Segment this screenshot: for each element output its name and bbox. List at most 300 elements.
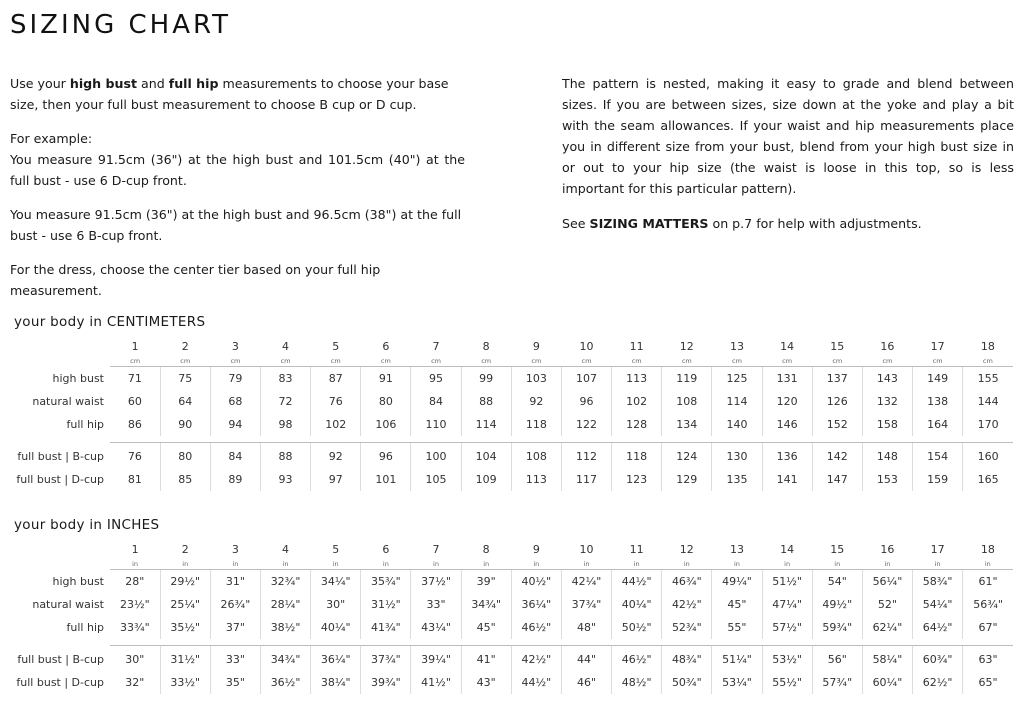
measurement-cell: 83	[260, 367, 310, 391]
size-number: 9	[532, 340, 540, 353]
measurement-cell: 81	[127, 473, 142, 486]
unit-label: cm	[561, 355, 611, 367]
measurement-cell: 164	[913, 413, 963, 436]
size-number: 16	[880, 340, 895, 353]
measurement-cell: 39¼"	[411, 646, 461, 672]
measurement-cell: 33¾"	[119, 621, 150, 634]
measurement-cell: 44½"	[511, 671, 561, 694]
measurement-cell: 109	[461, 468, 511, 491]
measurement-cell: 112	[561, 443, 611, 469]
measurement-cell: 43¼"	[411, 616, 461, 639]
measurement-cell: 33"	[411, 593, 461, 616]
measurement-cell: 101	[361, 468, 411, 491]
unit-label: cm	[963, 355, 1013, 367]
measurement-cell: 85	[160, 468, 210, 491]
page-title: SIZING CHART	[10, 10, 232, 40]
measurement-cell: 114	[712, 390, 762, 413]
measurement-cell: 102	[612, 390, 662, 413]
measurement-cell: 32¾"	[260, 570, 310, 594]
unit-label: in	[812, 558, 862, 570]
size-number: 8	[482, 340, 490, 353]
size-number: 16	[880, 543, 895, 556]
measurement-cell: 136	[762, 443, 812, 469]
unit-label: in	[461, 558, 511, 570]
unit-label: cm	[812, 355, 862, 367]
measurement-cell: 56¼"	[862, 570, 912, 594]
unit-label: cm	[461, 355, 511, 367]
row-label: high bust	[52, 371, 104, 385]
measurement-cell: 36½"	[260, 671, 310, 694]
size-number: 7	[432, 543, 440, 556]
measurement-cell: 57½"	[762, 616, 812, 639]
measurement-cell: 108	[511, 443, 561, 469]
measurement-cell: 34¾"	[461, 593, 511, 616]
instructions-right-column	[562, 73, 1014, 247]
measurement-cell: 37½"	[411, 570, 461, 594]
measurement-cell: 94	[210, 413, 260, 436]
measurement-cell: 126	[812, 390, 862, 413]
table-row	[10, 443, 1013, 469]
measurement-cell: 110	[411, 413, 461, 436]
measurement-cell: 92	[311, 443, 361, 469]
unit-row	[10, 558, 1013, 570]
measurement-cell: 38¼"	[311, 671, 361, 694]
unit-label: in	[862, 558, 912, 570]
measurement-cell: 90	[160, 413, 210, 436]
unit-label: in	[260, 558, 310, 570]
size-number: 5	[332, 340, 340, 353]
measurement-cell: 107	[561, 367, 611, 391]
unit-label: cm	[712, 355, 762, 367]
measurement-cell: 42¼"	[561, 570, 611, 594]
measurement-cell: 30"	[311, 593, 361, 616]
centimeters-table	[10, 338, 1013, 491]
measurement-cell: 30"	[125, 653, 145, 666]
measurement-cell: 36¼"	[511, 593, 561, 616]
measurement-cell: 132	[862, 390, 912, 413]
measurement-cell: 23½"	[119, 598, 150, 611]
size-number: 12	[679, 340, 694, 353]
measurement-cell: 118	[612, 443, 662, 469]
row-label: full bust | B-cup	[17, 449, 104, 463]
row-label-empty	[10, 558, 110, 570]
measurement-cell: 45"	[461, 616, 511, 639]
measurement-cell: 92	[511, 390, 561, 413]
measurement-cell: 144	[963, 390, 1013, 413]
measurement-cell: 58¾"	[913, 570, 963, 594]
nested-pattern-paragraph: The pattern is nested, making it easy to grade and blend between sizes. If you are between sizes, size down at the yoke and play a bit with the seam allowances. If your waist and hip measurements place you in different size from your bust, blend from your high bust size in or out to your hip size (the waist is loose in this top, so is less important for this particular pattern).	[562, 76, 1014, 196]
measurement-cell: 114	[461, 413, 511, 436]
measurement-cell: 120	[762, 390, 812, 413]
measurement-cell: 35¾"	[361, 570, 411, 594]
measurement-cell: 160	[963, 443, 1013, 469]
measurement-cell: 88	[260, 443, 310, 469]
size-number: 14	[780, 543, 795, 556]
measurement-cell: 36¼"	[311, 646, 361, 672]
measurement-cell: 47¼"	[762, 593, 812, 616]
measurement-cell: 56¾"	[963, 593, 1013, 616]
measurement-cell: 64½"	[913, 616, 963, 639]
measurement-cell: 26¾"	[210, 593, 260, 616]
measurement-cell: 79	[210, 367, 260, 391]
unit-row	[10, 355, 1013, 367]
measurement-cell: 96	[361, 443, 411, 469]
size-number: 2	[181, 543, 189, 556]
measurement-cell: 124	[662, 443, 712, 469]
measurement-cell: 46½"	[511, 616, 561, 639]
measurement-cell: 49½"	[812, 593, 862, 616]
measurement-cell: 100	[411, 443, 461, 469]
size-number: 2	[181, 340, 189, 353]
measurement-cell: 28¼"	[260, 593, 310, 616]
measurement-cell: 34¼"	[311, 570, 361, 594]
measurement-cell: 170	[963, 413, 1013, 436]
measurement-cell: 88	[461, 390, 511, 413]
measurement-cell: 52¾"	[662, 616, 712, 639]
measurement-cell: 80	[361, 390, 411, 413]
measurement-cell: 75	[160, 367, 210, 391]
measurement-cell: 95	[411, 367, 461, 391]
measurement-cell: 50½"	[612, 616, 662, 639]
size-number: 11	[629, 340, 644, 353]
measurement-cell: 106	[361, 413, 411, 436]
measurement-cell: 68	[210, 390, 260, 413]
unit-label: in	[210, 558, 260, 570]
measurement-cell: 108	[662, 390, 712, 413]
size-number: 10	[579, 340, 594, 353]
unit-label: in	[561, 558, 611, 570]
cm-table-title: your body in CENTIMETERS	[14, 314, 206, 330]
measurement-cell: 28"	[125, 575, 145, 588]
size-number: 8	[482, 543, 490, 556]
measurement-cell: 143	[862, 367, 912, 391]
measurement-cell: 146	[762, 413, 812, 436]
measurement-cell: 154	[913, 443, 963, 469]
measurement-cell: 37¾"	[361, 646, 411, 672]
text-span: on p.7 for help with adjustments.	[708, 216, 922, 231]
measurement-cell: 31½"	[361, 593, 411, 616]
unit-label: in	[361, 558, 411, 570]
measurement-cell: 31½"	[160, 646, 210, 672]
unit-label: in	[712, 558, 762, 570]
measurement-cell: 53¼"	[712, 671, 762, 694]
measurement-cell: 54¼"	[913, 593, 963, 616]
measurement-cell: 40½"	[511, 570, 561, 594]
measurement-cell: 41"	[461, 646, 511, 672]
unit-label: in	[963, 558, 1013, 570]
measurement-cell: 149	[913, 367, 963, 391]
row-label: full hip	[66, 418, 104, 431]
unit-label: cm	[160, 355, 210, 367]
measurement-cell: 122	[561, 413, 611, 436]
measurement-cell: 51¼"	[712, 646, 762, 672]
size-number: 14	[780, 340, 795, 353]
row-label-empty	[10, 338, 110, 355]
row-label: full bust | B-cup	[17, 652, 104, 666]
size-number: 6	[382, 340, 390, 353]
measurement-cell: 105	[411, 468, 461, 491]
measurement-cell: 129	[662, 468, 712, 491]
measurement-cell: 46¾"	[662, 570, 712, 594]
table-row	[10, 593, 1013, 616]
measurement-cell: 37"	[210, 616, 260, 639]
table-row	[10, 646, 1013, 672]
measurement-cell: 44"	[561, 646, 611, 672]
text-span: measurements to choose your base size, then your full bust measurement to choose B cup or D cup.	[10, 76, 449, 112]
measurement-cell: 32"	[125, 676, 145, 689]
measurement-cell: 87	[311, 367, 361, 391]
text-span: See	[562, 216, 590, 231]
measurement-cell: 40¼"	[612, 593, 662, 616]
measurement-cell: 119	[662, 367, 712, 391]
measurement-cell: 148	[862, 443, 912, 469]
size-number: 3	[231, 543, 239, 556]
unit-label: in	[411, 558, 461, 570]
size-number: 13	[729, 543, 744, 556]
unit-label: cm	[210, 355, 260, 367]
measurement-cell: 76	[127, 450, 142, 463]
measurement-cell: 44½"	[612, 570, 662, 594]
measurement-cell: 125	[712, 367, 762, 391]
measurement-cell: 102	[311, 413, 361, 436]
measurement-cell: 64	[160, 390, 210, 413]
unit-label: cm	[411, 355, 461, 367]
unit-label: cm	[260, 355, 310, 367]
measurement-cell: 62½"	[913, 671, 963, 694]
unit-label: in	[160, 558, 210, 570]
measurement-cell: 113	[511, 468, 561, 491]
emphasis-full-hip: full hip	[168, 76, 219, 91]
row-label-empty	[10, 541, 110, 558]
table-row	[10, 413, 1013, 436]
measurement-cell: 39¾"	[361, 671, 411, 694]
unit-label: in	[511, 558, 561, 570]
size-number: 1	[131, 340, 139, 353]
size-number: 1	[131, 543, 139, 556]
row-label: natural waist	[32, 395, 104, 408]
size-number: 18	[980, 543, 995, 556]
measurement-cell: 97	[311, 468, 361, 491]
measurement-cell: 118	[511, 413, 561, 436]
size-number: 6	[382, 543, 390, 556]
measurement-cell: 25¼"	[160, 593, 210, 616]
measurement-cell: 60¼"	[862, 671, 912, 694]
row-label: full bust | D-cup	[16, 473, 104, 486]
size-number: 5	[332, 543, 340, 556]
example-paragraph-2: You measure 91.5cm (36") at the high bust and 96.5cm (38") at the full bust - use 6 B-cup front.	[10, 207, 462, 243]
measurement-cell: 76	[311, 390, 361, 413]
measurement-cell: 60	[127, 395, 142, 408]
measurement-cell: 63"	[963, 646, 1013, 672]
table-row	[10, 390, 1013, 413]
measurement-cell: 89	[210, 468, 260, 491]
inches-table	[10, 541, 1013, 694]
measurement-cell: 84	[411, 390, 461, 413]
size-number: 4	[282, 543, 290, 556]
inches-table-title: your body in INCHES	[14, 517, 160, 533]
measurement-cell: 48¾"	[662, 646, 712, 672]
measurement-cell: 104	[461, 443, 511, 469]
emphasis-sizing-matters: SIZING MATTERS	[589, 216, 709, 231]
example-paragraph	[10, 128, 465, 191]
size-number: 18	[980, 340, 995, 353]
measurement-cell: 42½"	[511, 646, 561, 672]
measurement-cell: 128	[612, 413, 662, 436]
unit-label: cm	[612, 355, 662, 367]
measurement-cell: 31"	[210, 570, 260, 594]
measurement-cell: 61"	[963, 570, 1013, 594]
measurement-cell: 41¾"	[361, 616, 411, 639]
measurement-cell: 71	[127, 372, 142, 385]
dress-note: For the dress, choose the center tier based on your full hip measurement.	[10, 262, 381, 298]
measurement-cell: 51½"	[762, 570, 812, 594]
size-number-row	[10, 541, 1013, 558]
measurement-cell: 159	[913, 468, 963, 491]
measurement-cell: 60¾"	[913, 646, 963, 672]
measurement-cell: 58¼"	[862, 646, 912, 672]
measurement-cell: 142	[812, 443, 862, 469]
measurement-cell: 29½"	[160, 570, 210, 594]
measurement-cell: 67"	[963, 616, 1013, 639]
row-label: full hip	[66, 621, 104, 634]
measurement-cell: 117	[561, 468, 611, 491]
size-number: 15	[830, 543, 845, 556]
unit-label: cm	[762, 355, 812, 367]
text-span: Use your	[10, 76, 70, 91]
measurement-cell: 37¾"	[561, 593, 611, 616]
size-number: 13	[729, 340, 744, 353]
unit-label: cm	[361, 355, 411, 367]
measurement-cell: 55"	[712, 616, 762, 639]
example-heading: For example:	[10, 131, 93, 146]
measurement-cell: 134	[662, 413, 712, 436]
size-number: 7	[432, 340, 440, 353]
measurement-cell: 54"	[812, 570, 862, 594]
measurement-cell: 86	[127, 418, 142, 431]
measurement-cell: 137	[812, 367, 862, 391]
measurement-cell: 147	[812, 468, 862, 491]
size-number-row	[10, 338, 1013, 355]
measurement-cell: 33"	[210, 646, 260, 672]
measurement-cell: 34¾"	[260, 646, 310, 672]
measurement-cell: 84	[210, 443, 260, 469]
size-number: 4	[282, 340, 290, 353]
measurement-cell: 49¼"	[712, 570, 762, 594]
measurement-cell: 155	[963, 367, 1013, 391]
measurement-cell: 50¾"	[662, 671, 712, 694]
measurement-cell: 158	[862, 413, 912, 436]
emphasis-high-bust: high bust	[69, 76, 138, 91]
unit-label: cm	[110, 355, 160, 367]
measurement-cell: 56"	[812, 646, 862, 672]
measurement-cell: 135	[712, 468, 762, 491]
measurement-cell: 123	[612, 468, 662, 491]
measurement-cell: 48½"	[612, 671, 662, 694]
size-number: 11	[629, 543, 644, 556]
row-label: full bust | D-cup	[16, 676, 104, 689]
measurement-cell: 35½"	[160, 616, 210, 639]
unit-label: cm	[662, 355, 712, 367]
table-row	[10, 367, 1013, 391]
unit-label: in	[762, 558, 812, 570]
measurement-cell: 113	[612, 367, 662, 391]
measurement-cell: 141	[762, 468, 812, 491]
text-span: and	[137, 76, 169, 91]
example-text: You measure 91.5cm (36") at the high bust and 101.5cm (40") at the full bust - use 6 D-cup front.	[10, 152, 465, 188]
measurement-cell: 48"	[561, 616, 611, 639]
row-label-empty	[10, 355, 110, 367]
measurement-cell: 46½"	[612, 646, 662, 672]
measurement-cell: 62¼"	[862, 616, 912, 639]
measurement-cell: 65"	[963, 671, 1013, 694]
measurement-cell: 138	[913, 390, 963, 413]
measurement-cell: 153	[862, 468, 912, 491]
row-label: natural waist	[32, 598, 104, 611]
measurement-cell: 33½"	[160, 671, 210, 694]
table-row	[10, 570, 1013, 594]
unit-label: in	[612, 558, 662, 570]
measurement-cell: 38½"	[260, 616, 310, 639]
measurement-cell: 41½"	[411, 671, 461, 694]
measurement-cell: 131	[762, 367, 812, 391]
unit-label: in	[110, 558, 160, 570]
table-row	[10, 671, 1013, 694]
instruction-paragraph	[10, 73, 465, 115]
measurement-cell: 80	[160, 443, 210, 469]
measurement-cell: 39"	[461, 570, 511, 594]
measurement-cell: 42½"	[662, 593, 712, 616]
measurement-cell: 72	[260, 390, 310, 413]
measurement-cell: 93	[260, 468, 310, 491]
sizing-matters-note	[562, 213, 1014, 234]
measurement-cell: 46"	[561, 671, 611, 694]
size-number: 10	[579, 543, 594, 556]
measurement-cell: 140	[712, 413, 762, 436]
unit-label: in	[662, 558, 712, 570]
size-number: 3	[231, 340, 239, 353]
table-row	[10, 616, 1013, 639]
measurement-cell: 130	[712, 443, 762, 469]
measurement-cell: 55½"	[762, 671, 812, 694]
measurement-cell: 98	[260, 413, 310, 436]
size-number: 12	[679, 543, 694, 556]
measurement-cell: 52"	[862, 593, 912, 616]
unit-label: in	[311, 558, 361, 570]
unit-label: cm	[913, 355, 963, 367]
size-number: 15	[830, 340, 845, 353]
table-row	[10, 468, 1013, 491]
measurement-cell: 59¾"	[812, 616, 862, 639]
size-number: 9	[532, 543, 540, 556]
measurement-cell: 152	[812, 413, 862, 436]
measurement-cell: 40¼"	[311, 616, 361, 639]
unit-label: cm	[511, 355, 561, 367]
measurement-cell: 35"	[210, 671, 260, 694]
measurement-cell: 165	[963, 468, 1013, 491]
row-label: high bust	[52, 574, 104, 588]
unit-label: cm	[311, 355, 361, 367]
measurement-cell: 45"	[712, 593, 762, 616]
measurement-cell: 96	[561, 390, 611, 413]
measurement-cell: 53½"	[762, 646, 812, 672]
size-number: 17	[930, 543, 945, 556]
instructions-left-column	[10, 73, 465, 314]
unit-label: cm	[862, 355, 912, 367]
measurement-cell: 99	[461, 367, 511, 391]
measurement-cell: 103	[511, 367, 561, 391]
unit-label: in	[913, 558, 963, 570]
measurement-cell: 43"	[461, 671, 511, 694]
